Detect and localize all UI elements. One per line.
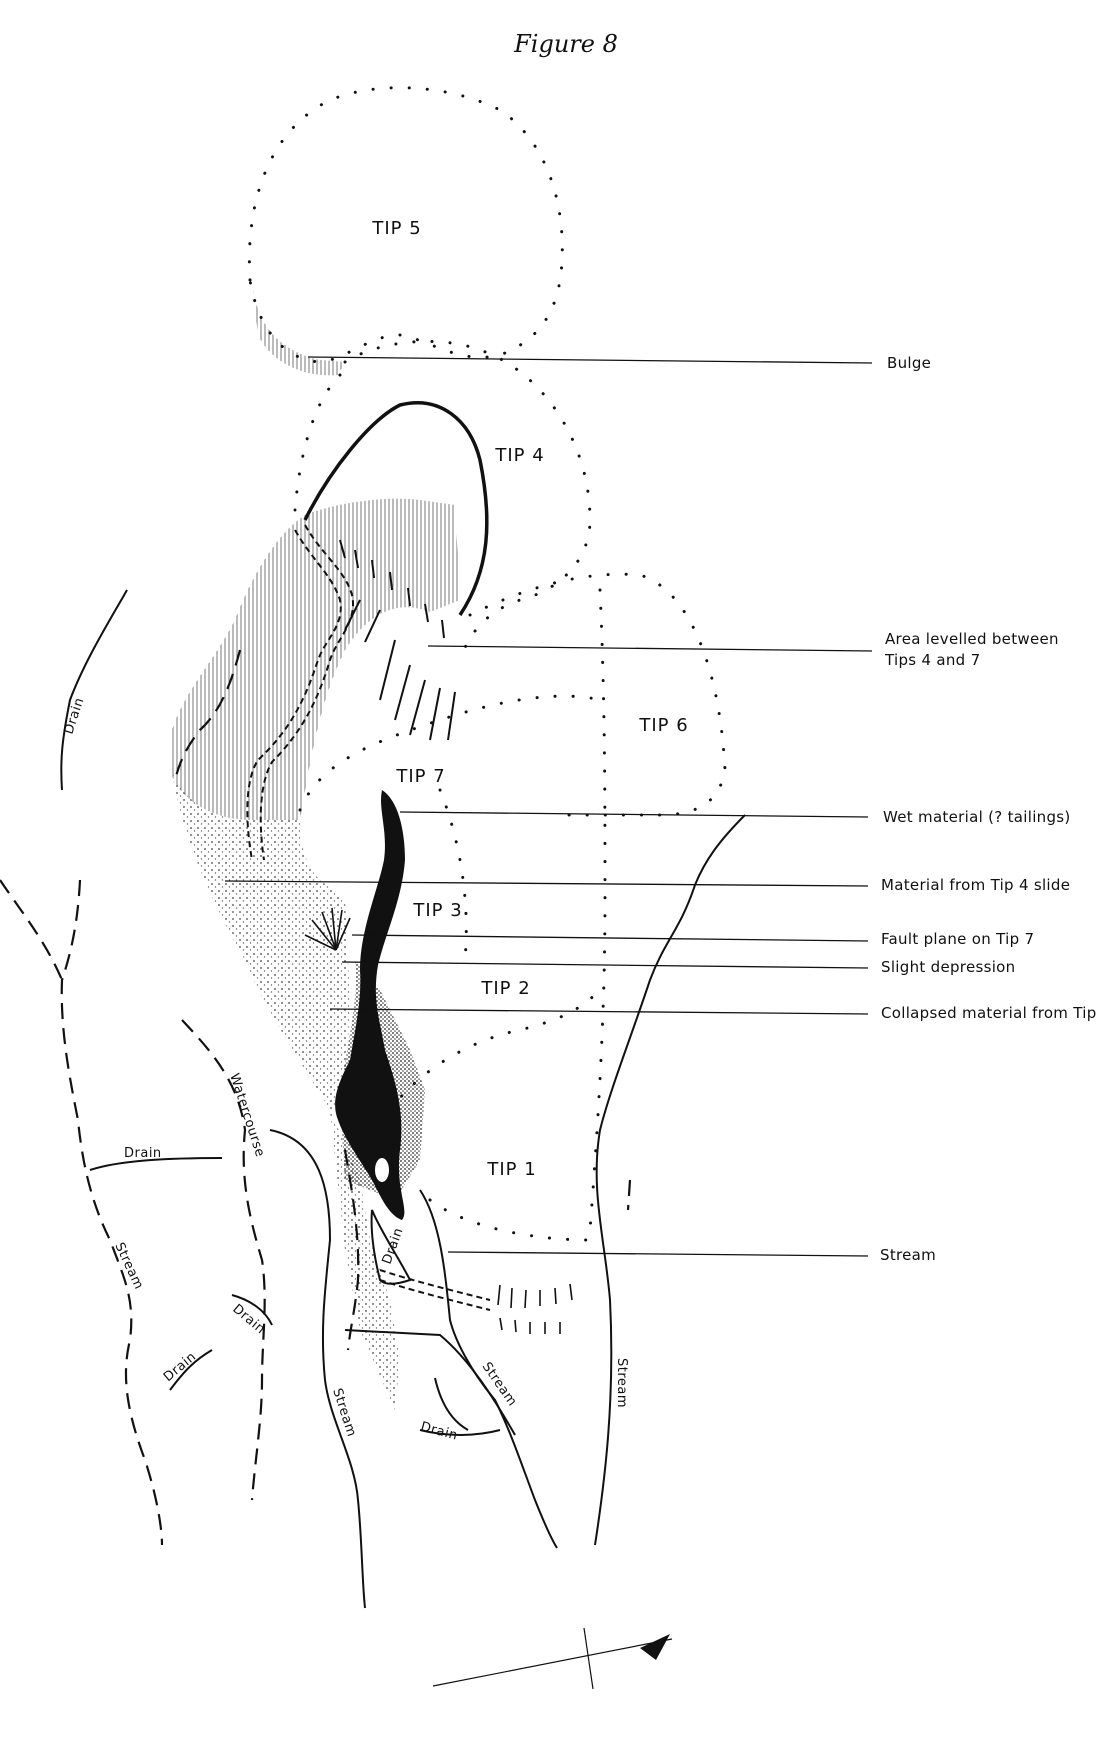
tip7-label: TIP 7 bbox=[396, 766, 446, 787]
callout-area-levelled-1: Area levelled between bbox=[885, 630, 1059, 648]
callout-fault-plane: Fault plane on Tip 7 bbox=[881, 930, 1035, 948]
label-drain-bottom-c: Drain bbox=[418, 1419, 460, 1444]
callout-bulge: Bulge bbox=[887, 354, 932, 372]
tip4-left-edge bbox=[295, 375, 340, 510]
label-drain-left-top: Drain bbox=[61, 695, 88, 737]
tip2-label: TIP 2 bbox=[481, 978, 531, 999]
drain-spur bbox=[435, 1378, 468, 1430]
stream-left-dashed bbox=[0, 880, 162, 1545]
tip5-label: TIP 5 bbox=[372, 218, 422, 239]
tip3-label: TIP 3 bbox=[413, 900, 463, 921]
north-arrow bbox=[433, 1628, 672, 1689]
label-stream-right: Stream bbox=[614, 1358, 629, 1409]
label-drain-bottom-b: Drain bbox=[160, 1349, 200, 1386]
label-stream-center-left: Stream bbox=[329, 1386, 359, 1439]
stream-right-dashed-lower bbox=[628, 1180, 630, 1210]
tip6-label: TIP 6 bbox=[639, 715, 689, 736]
callout-slight-depression: Slight depression bbox=[881, 958, 1016, 976]
callout-material-tip4-slide: Material from Tip 4 slide bbox=[881, 876, 1071, 894]
callout-wet-material: Wet material (? tailings) bbox=[883, 808, 1071, 826]
drain-left-top-line bbox=[61, 590, 127, 790]
tip4-label: TIP 4 bbox=[495, 445, 545, 466]
tip1-lower-edge bbox=[430, 1200, 590, 1240]
callout-area-levelled-2: Tips 4 and 7 bbox=[885, 651, 981, 669]
label-watercourse: Watercourse bbox=[226, 1071, 268, 1160]
tip5-bulge-hatched-area bbox=[252, 280, 345, 375]
wet-material-hole bbox=[375, 1158, 389, 1182]
tip3-outline bbox=[440, 790, 466, 960]
label-drain-center: Drain bbox=[379, 1225, 407, 1267]
callout-stream: Stream bbox=[880, 1246, 937, 1264]
watercourse-dashed bbox=[182, 1020, 268, 1500]
label-drain-left-mid: Drain bbox=[124, 1146, 162, 1161]
stream-right bbox=[595, 815, 745, 1545]
figure-title: Figure 8 bbox=[514, 30, 618, 58]
hachures-stream-area bbox=[498, 1284, 572, 1334]
tip1-label: TIP 1 bbox=[487, 1159, 537, 1180]
streams-dashed bbox=[0, 650, 630, 1545]
label-stream-left: Stream bbox=[111, 1240, 147, 1293]
callout-collapsed-material: Collapsed material from Tip bbox=[881, 1004, 1097, 1022]
tip7-outline bbox=[300, 696, 600, 810]
label-drain-bottom-a: Drain bbox=[229, 1301, 268, 1338]
label-stream-center-right: Stream bbox=[478, 1359, 520, 1410]
tip6-outline bbox=[470, 574, 725, 815]
tip1-right-edge bbox=[590, 590, 605, 1230]
